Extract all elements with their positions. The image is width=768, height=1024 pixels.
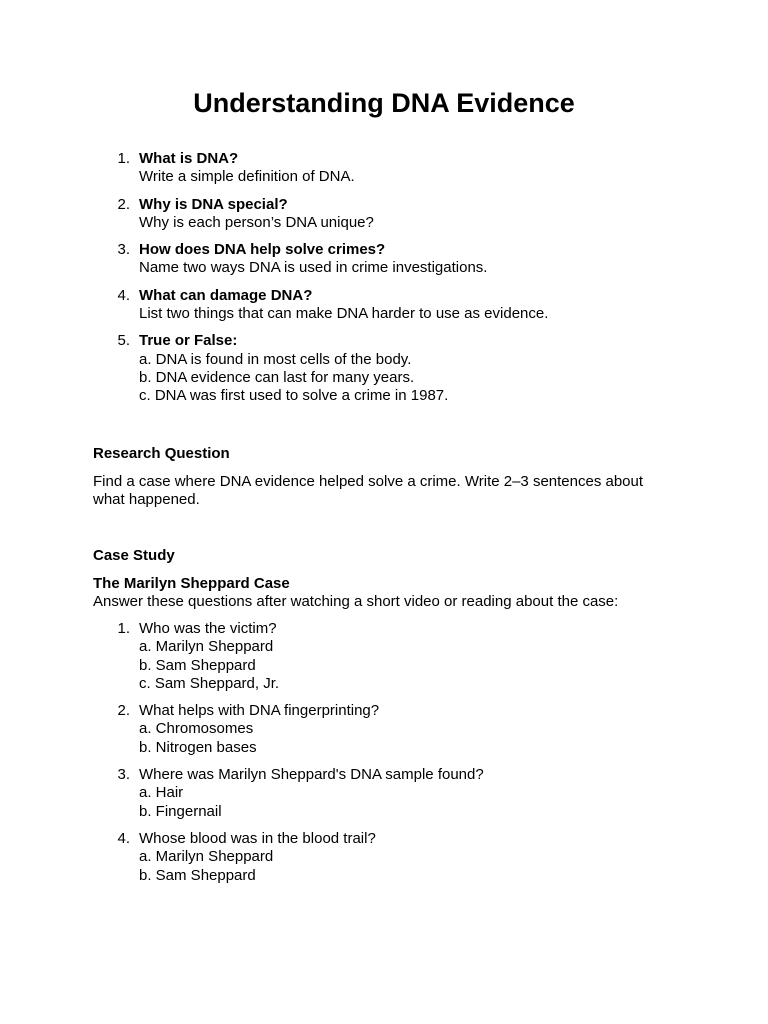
answer-option: a. Hair [139, 784, 184, 802]
answer-option: a. Marilyn Sheppard [139, 638, 274, 656]
list-item [93, 830, 668, 885]
item-number: 4. [117, 829, 130, 847]
item-number: 1. [117, 620, 130, 637]
question-text: Why is each person’s DNA unique? [139, 213, 374, 231]
main-questions [93, 150, 668, 406]
list-item [93, 287, 668, 324]
answer-option: b. Fingernail [139, 802, 222, 820]
item-number: 2. [117, 702, 130, 720]
item-number: 3. [117, 241, 130, 259]
question-heading: True or False: [139, 332, 238, 350]
answer-option: b. Sam Sheppard [139, 866, 256, 884]
list-item [93, 241, 668, 278]
true-false-option: c. DNA was first used to solve a crime in 1987. [139, 387, 449, 405]
question-text: Whose blood was in the blood trail? [139, 829, 376, 847]
list-item [93, 620, 668, 693]
true-false-option: b. DNA evidence can last for many years. [139, 368, 415, 386]
list-item [93, 702, 668, 757]
list-item [93, 150, 668, 187]
answer-option: c. Sam Sheppard, Jr. [139, 674, 280, 692]
case-title: The Marilyn Sheppard Case [93, 575, 290, 592]
research-text: Find a case where DNA evidence helped solve a crime. Write 2–3 sentences about what happened. [93, 473, 644, 509]
question-heading: How does DNA help solve crimes? [139, 241, 386, 259]
true-false-option: a. DNA is found in most cells of the body. [139, 350, 412, 368]
answer-option: b. Sam Sheppard [139, 656, 256, 674]
question-text: Write a simple definition of DNA. [139, 168, 355, 186]
question-text: List two things that can make DNA harder to use as evidence. [139, 305, 549, 323]
case-intro: Answer these questions after watching a short video or reading about the case: [93, 593, 619, 610]
item-number: 2. [117, 195, 130, 213]
case-study-heading: Case Study [93, 547, 175, 564]
question-heading: What can damage DNA? [139, 286, 313, 304]
item-number: 5. [117, 332, 130, 350]
answer-option: b. Nitrogen bases [139, 738, 257, 756]
item-number: 4. [117, 286, 130, 304]
question-text: Where was Marilyn Sheppard's DNA sample found? [139, 766, 484, 784]
question-heading: Why is DNA special? [139, 195, 288, 213]
answer-option: a. Marilyn Sheppard [139, 848, 274, 866]
answer-option: a. Chromosomes [139, 720, 254, 738]
question-heading: What is DNA? [139, 150, 239, 167]
list-item [93, 332, 668, 405]
research-heading: Research Question [93, 445, 230, 462]
question-text: Name two ways DNA is used in crime investigations. [139, 259, 488, 277]
list-item [93, 196, 668, 233]
list-item [93, 766, 668, 821]
case-questions [93, 620, 668, 885]
item-number: 3. [117, 766, 130, 784]
item-number: 1. [117, 150, 130, 167]
question-text: Who was the victim? [139, 620, 277, 637]
question-text: What helps with DNA fingerprinting? [139, 702, 380, 720]
page-title: Understanding DNA Evidence [193, 88, 575, 118]
